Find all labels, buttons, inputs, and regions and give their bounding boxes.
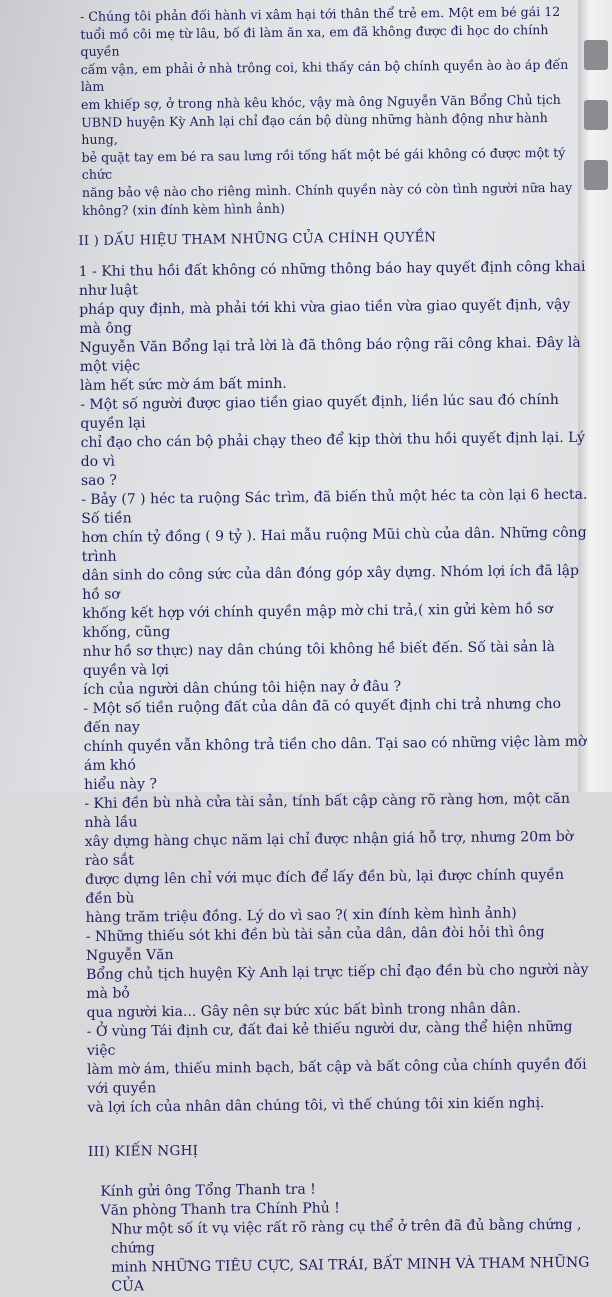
paragraph-6: - Những thiếu sót khi đền bù tài sản của dân, dân đòi hỏi thì ông Nguyễn Văn Bổng chủ tịch huyện Kỳ Anh lại trực tiếp chỉ đạo đền bù cho người này mà bỏ qua người kia... Gây nên sự bức xúc bất bình trong nhân dân. [85,923,589,1021]
paragraph-3: - Bảy (7 ) héc ta ruộng Sác trìm, đã biến thủ một héc ta còn lại 6 hecta. Số tiền hơn chín tỷ đồng ( 9 tỷ ). Hai mẫu ruộng Mũi chù của dân. Những công trình dân sinh do công sức của dân đóng góp xây dựng. Nhóm lợi ích đã lập hồ sơ khống kết hợp với chính quyền mập mờ chi trả,( xin gửi kèm hồ sơ khống, cũng như hồ sơ thực) nay dân chúng tôi không hề biết đến. Số tài sản là quyền và lợi ích của người dân chúng tôi hiện nay ở đâu ? [81,486,588,698]
paragraph-1: 1 - Khi thu hồi đất không có những thông báo hay quyết định công khai như luật pháp quy định, mà phải tới khi vừa giao tiền vừa giao quyết định, vậy mà ông Nguyễn Văn Bổng lại trả lời là đã thông báo rộng rãi công khai. Đây là một việc làm hết sức mờ ám bất minh. [78,258,586,394]
intro-paragraph: - Chúng tôi phản đối hành vi xâm hại tới thân thể trẻ em. Một em bé gái 12 tuổi mồ côi mẹ từ lâu, bố đi làm ăn xa, em đã không được đi học do chính quyền cấm vận, em phải ở nhà trông coi, khi thấy cán bộ chính quyền ào ào áp đến làm em khiếp sợ, ở trong nhà kêu khóc, vậy mà ông Nguyễn Văn Bổng Chủ tịch UBND huyện Kỳ Anh lại chỉ đạo cán bộ dùng những hành động như hành hung, bẻ quặt tay em bé ra sau lưng rồi tống hất một bé gái không có được một tý chức năng bảo vệ nào cho riêng mình. Chính quyền này có còn tình người nữa hay không? (xin đính kèm hình ảnh) [80,3,573,218]
section-2-heading: II ) DẤU HIỆU THAM NHŨNG CỦA CHÍNH QUYỀN [78,230,437,250]
document-body [76,3,597,1297]
salutation-1: Kính gửi ông Tổng Thanh tra ! [100,1181,316,1201]
paragraph-5: - Khi đền bù nhà cửa tài sản, tính bất cập càng rõ ràng hơn, một căn nhà lầu xây dựng hàng chục năm lại chỉ được nhận giá hỗ trợ, nhưng 20m bờ rào sắt được dựng lên chỉ với mục đích để lấy đền bù, lại được chính quyền đền bù hàng trăm triệu đồng. Lý do vì sao ?( xin đính kèm hình ảnh) [84,790,574,926]
paragraph-7: - Ở vùng Tái định cư, đất đai kẻ thiếu người dư, càng thể hiện những việc làm mờ ám, thiếu minh bạch, bất cập và bất công của chính quyền đối với quyền và lợi ích của nhân dân chúng tôi, vì thế chúng tôi xin kiến nghị. [86,1018,587,1116]
paragraph-2: - Một số người được giao tiền giao quyết định, liền lúc sau đó chính quyền lại chỉ đạo cho cán bộ phải chạy theo để kịp thời thu hồi quyết định lại. Lý do vì sao ? [80,391,586,489]
closing-paragraph: Như một số ít vụ việc rất rõ ràng cụ thể ở trên đã đủ bằng chứng , chứng minh NHỮNG TIÊU CỰC, SAI TRÁI, BẤT MINH VÀ THAM NHŨNG CỦA [110,1217,590,1296]
section-3-heading: III) KIẾN NGHỊ [87,1142,199,1160]
paragraph-4: - Một số tiền ruộng đất của dân đã có quyết định chi trả nhưng cho đến nay chính quyền vẫn không trả tiền cho dân. Tại sao có những việc làm mờ ám khó hiểu này ? [83,695,587,793]
salutation-2: Văn phòng Thanh tra Chính Phủ ! [100,1200,340,1220]
